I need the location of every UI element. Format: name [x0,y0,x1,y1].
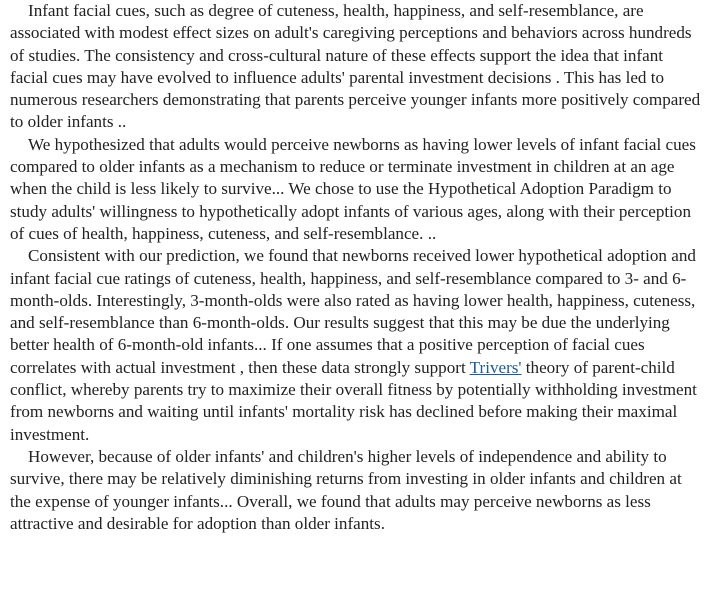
paragraph-3 [10,245,705,446]
paragraph-3-text-before-link: Consistent with our prediction, we found that newborns received lower hypothetical adoption and infant facial cue ratings of cuteness, health, happiness, and self-resemblance compared to 3- and 6-month-olds. Interestingly, 3-month-olds were also rated as having lower health, happiness, cuteness, and self-resemblance than 6-month-olds. Our results suggest that this may be due the underlying better health of 6-month-old infants... If one assumes that a positive perception of facial cues correlates with actual investment , then these data strongly support [10,246,696,377]
paragraph-4: However, because of older infants' and children's higher levels of independence and ability to survive, there may be relatively diminishing returns from investing in older infants and children at the expense of younger infants... Overall, we found that adults may perceive newborns as less attractive and desirable for adoption than older infants. [10,446,682,533]
trivers-link[interactable]: Trivers' [469,357,522,377]
paragraph-2: We hypothesized that adults would perceive newborns as having lower levels of infant facial cues compared to older infants as a mechanism to reduce or terminate investment in children at an age when the child is less likely to survive... We chose to use the Hypothetical Adoption Paradigm to study adults' willingness to hypothetically adopt infants of various ages, along with their perception of cues of health, happiness, cuteness, and self-resemblance. .. [10,134,696,243]
paragraph-3-text-after-link: theory of parent-child conflict, whereby parents try to maximize their overall fitness by potentially withholding investment from newborns and waiting until infants' mortality risk has declined before making their maximal investment. [10,357,697,444]
paragraph-1: Infant facial cues, such as degree of cuteness, health, happiness, and self-resemblance, are associated with modest effect sizes on adult's caregiving perceptions and behaviors across hundreds of studies. The consistency and cross-cultural nature of these effects support the idea that infant facial cues may have evolved to influence adults' parental investment decisions . This has led to numerous researchers demonstrating that parents perceive younger infants more positively compared to older infants .. [10,1,701,132]
